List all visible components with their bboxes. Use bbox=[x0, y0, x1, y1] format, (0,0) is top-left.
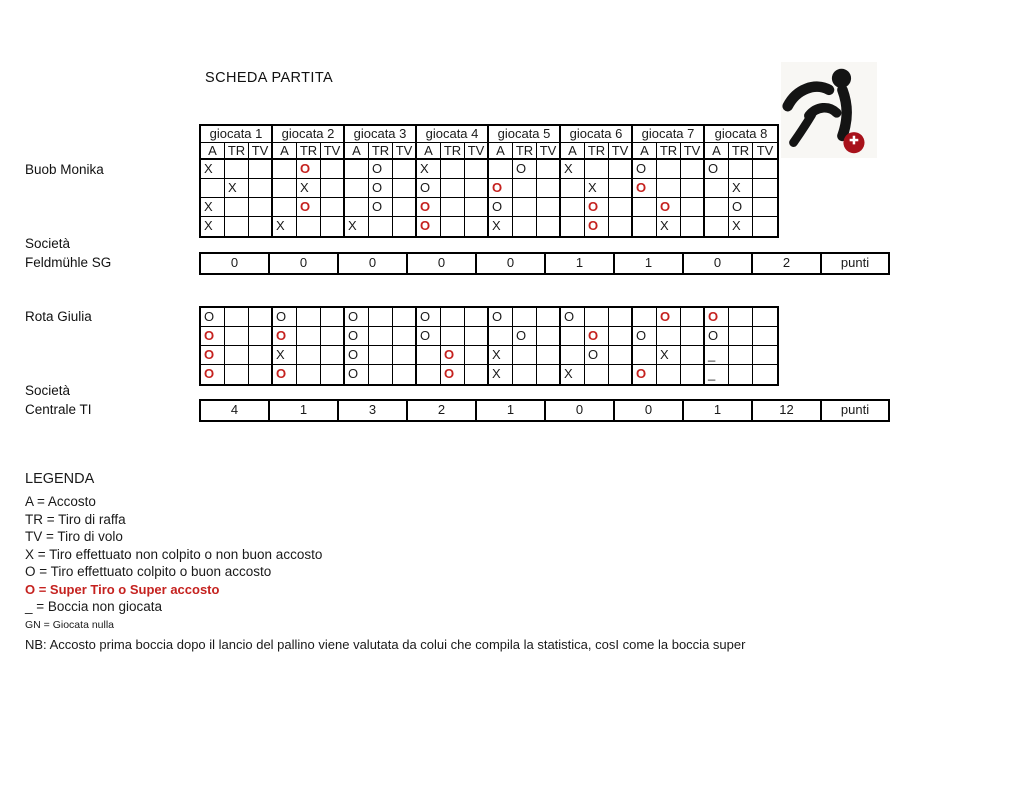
mark-cell bbox=[225, 198, 249, 217]
mark-cell bbox=[369, 327, 393, 346]
mark-cell: O bbox=[273, 327, 297, 346]
mark-cell: O bbox=[705, 160, 729, 179]
player1-society-label: Società bbox=[25, 236, 71, 251]
points-value-cell: 0 bbox=[615, 401, 684, 420]
mark-cell bbox=[681, 308, 705, 327]
points-value-cell: 1 bbox=[684, 401, 753, 420]
shot-type-header-cell: A bbox=[201, 143, 225, 160]
mark-cell bbox=[705, 217, 729, 236]
mark-cell: O bbox=[633, 365, 657, 384]
mark-cell: O bbox=[489, 179, 513, 198]
legend-title: LEGENDA bbox=[25, 471, 95, 487]
mark-cell: X bbox=[201, 198, 225, 217]
mark-cell bbox=[321, 327, 345, 346]
bocce-player-icon bbox=[781, 60, 877, 160]
mark-cell bbox=[465, 198, 489, 217]
mark-cell: X bbox=[489, 365, 513, 384]
mark-cell: O bbox=[201, 308, 225, 327]
giocata-header-row bbox=[201, 126, 777, 143]
mark-cell bbox=[225, 160, 249, 179]
mark-cell bbox=[513, 217, 537, 236]
mark-cell bbox=[609, 365, 633, 384]
mark-cell bbox=[753, 179, 777, 198]
shot-type-header-cell: A bbox=[345, 143, 369, 160]
giocata-header-cell: giocata 6 bbox=[561, 126, 633, 143]
mark-cell: O bbox=[201, 327, 225, 346]
mark-cell: O bbox=[417, 198, 441, 217]
mark-cell bbox=[537, 198, 561, 217]
mark-cell bbox=[297, 217, 321, 236]
player2-name: Rota Giulia bbox=[25, 309, 92, 324]
mark-cell bbox=[513, 365, 537, 384]
points-value-cell: 0 bbox=[270, 254, 339, 273]
mark-cell bbox=[465, 179, 489, 198]
mark-cell bbox=[369, 346, 393, 365]
shot-type-header-cell: TR bbox=[225, 143, 249, 160]
mark-cell bbox=[321, 160, 345, 179]
points-value-cell: 12 bbox=[753, 401, 822, 420]
player2-society-label: Società bbox=[25, 383, 71, 398]
mark-cell bbox=[393, 327, 417, 346]
mark-cell bbox=[321, 308, 345, 327]
mark-cell bbox=[393, 217, 417, 236]
mark-row bbox=[201, 198, 777, 217]
mark-cell bbox=[729, 160, 753, 179]
mark-cell bbox=[585, 308, 609, 327]
mark-cell bbox=[441, 160, 465, 179]
points-value-cell: 1 bbox=[477, 401, 546, 420]
mark-cell bbox=[297, 346, 321, 365]
shot-type-header-cell: TR bbox=[369, 143, 393, 160]
mark-cell bbox=[393, 179, 417, 198]
mark-cell: X bbox=[489, 346, 513, 365]
legend-note: NB: Accosto prima boccia dopo il lancio del pallino viene valutata da colui che compila la statistica, cosI come la boccia super bbox=[25, 636, 746, 652]
mark-cell: O bbox=[273, 308, 297, 327]
mark-cell bbox=[249, 198, 273, 217]
mark-cell bbox=[345, 160, 369, 179]
legend-item: GN = Giocata nulla bbox=[25, 618, 115, 631]
points-value-cell: 3 bbox=[339, 401, 408, 420]
mark-cell: O bbox=[585, 217, 609, 236]
mark-cell bbox=[753, 308, 777, 327]
mark-cell bbox=[441, 198, 465, 217]
mark-cell: O bbox=[297, 160, 321, 179]
mark-cell bbox=[537, 179, 561, 198]
shot-type-header-cell: TR bbox=[297, 143, 321, 160]
giocata-header-cell: giocata 1 bbox=[201, 126, 273, 143]
mark-cell bbox=[249, 308, 273, 327]
mark-cell: O bbox=[369, 179, 393, 198]
mark-cell: O bbox=[585, 327, 609, 346]
mark-cell bbox=[369, 217, 393, 236]
mark-cell bbox=[729, 308, 753, 327]
mark-cell: O bbox=[417, 308, 441, 327]
mark-cell bbox=[609, 217, 633, 236]
points-value-cell: 0 bbox=[477, 254, 546, 273]
mark-cell: O bbox=[201, 346, 225, 365]
mark-cell: O bbox=[657, 308, 681, 327]
mark-cell bbox=[465, 217, 489, 236]
mark-cell bbox=[201, 179, 225, 198]
mark-cell bbox=[537, 327, 561, 346]
shot-type-header-cell: A bbox=[705, 143, 729, 160]
shot-type-header-cell: A bbox=[561, 143, 585, 160]
mark-cell bbox=[681, 160, 705, 179]
mark-cell: O bbox=[345, 327, 369, 346]
mark-cell bbox=[513, 346, 537, 365]
giocata-header-cell: giocata 4 bbox=[417, 126, 489, 143]
mark-cell: O bbox=[561, 308, 585, 327]
points-value-cell: 0 bbox=[684, 254, 753, 273]
mark-cell bbox=[513, 179, 537, 198]
mark-cell bbox=[681, 346, 705, 365]
mark-cell bbox=[393, 198, 417, 217]
mark-cell bbox=[657, 327, 681, 346]
mark-cell: X bbox=[561, 160, 585, 179]
mark-cell bbox=[225, 327, 249, 346]
mark-cell: O bbox=[273, 365, 297, 384]
mark-cell: O bbox=[417, 179, 441, 198]
mark-cell bbox=[633, 198, 657, 217]
mark-cell bbox=[465, 308, 489, 327]
player2-marks-grid bbox=[201, 308, 777, 384]
shot-type-header-cell: A bbox=[273, 143, 297, 160]
mark-cell: O bbox=[417, 327, 441, 346]
mark-cell: X bbox=[201, 160, 225, 179]
mark-cell bbox=[537, 346, 561, 365]
mark-cell: O bbox=[369, 198, 393, 217]
mark-cell bbox=[753, 217, 777, 236]
points-unit-cell: punti bbox=[840, 402, 870, 417]
mark-cell: X bbox=[297, 179, 321, 198]
legend-item: A = Accosto bbox=[25, 494, 96, 509]
mark-cell: _ bbox=[705, 346, 729, 365]
shot-type-header-cell: A bbox=[417, 143, 441, 160]
mark-cell bbox=[369, 308, 393, 327]
mark-row bbox=[201, 217, 777, 236]
mark-cell bbox=[225, 365, 249, 384]
mark-cell bbox=[225, 217, 249, 236]
shot-type-header-cell: A bbox=[633, 143, 657, 160]
mark-cell: O bbox=[489, 308, 513, 327]
mark-cell bbox=[393, 365, 417, 384]
mark-cell bbox=[537, 365, 561, 384]
mark-cell bbox=[393, 346, 417, 365]
shot-type-header-cell: TV bbox=[321, 143, 345, 160]
mark-row bbox=[201, 308, 777, 327]
mark-cell bbox=[657, 365, 681, 384]
mark-cell: O bbox=[345, 365, 369, 384]
mark-cell bbox=[681, 179, 705, 198]
mark-cell bbox=[345, 179, 369, 198]
player1-points-row bbox=[199, 252, 890, 275]
mark-cell bbox=[345, 198, 369, 217]
giocata-header-cell: giocata 3 bbox=[345, 126, 417, 143]
mark-cell: X bbox=[729, 179, 753, 198]
mark-cell bbox=[369, 365, 393, 384]
mark-cell bbox=[321, 346, 345, 365]
page-title: SCHEDA PARTITA bbox=[205, 70, 334, 86]
mark-cell bbox=[681, 198, 705, 217]
mark-cell bbox=[633, 308, 657, 327]
shot-type-header-cell: TV bbox=[537, 143, 561, 160]
points-value-cell: 0 bbox=[408, 254, 477, 273]
mark-cell bbox=[465, 327, 489, 346]
mark-cell: X bbox=[585, 179, 609, 198]
mark-row bbox=[201, 327, 777, 346]
mark-cell: O bbox=[705, 308, 729, 327]
legend-item: TV = Tiro di volo bbox=[25, 529, 123, 544]
mark-cell bbox=[321, 365, 345, 384]
points-unit-cell: punti bbox=[840, 255, 870, 270]
points-value-cell: 2 bbox=[753, 254, 822, 273]
mark-cell: O bbox=[513, 160, 537, 179]
mark-cell bbox=[441, 327, 465, 346]
mark-cell: O bbox=[657, 198, 681, 217]
giocata-header-cell: giocata 5 bbox=[489, 126, 561, 143]
mark-cell bbox=[561, 327, 585, 346]
mark-cell: O bbox=[705, 327, 729, 346]
mark-row bbox=[201, 179, 777, 198]
mark-cell bbox=[681, 327, 705, 346]
points-value-cell: 1 bbox=[270, 401, 339, 420]
giocata-header-cell: giocata 2 bbox=[273, 126, 345, 143]
mark-row bbox=[201, 365, 777, 384]
mark-cell bbox=[537, 308, 561, 327]
mark-cell: O bbox=[729, 198, 753, 217]
mark-cell: O bbox=[417, 217, 441, 236]
mark-cell: X bbox=[489, 217, 513, 236]
mark-cell bbox=[753, 198, 777, 217]
legend-item: _ = Boccia non giocata bbox=[25, 599, 162, 614]
mark-cell: X bbox=[657, 217, 681, 236]
mark-cell bbox=[393, 308, 417, 327]
shot-type-header-cell: A bbox=[489, 143, 513, 160]
mark-row bbox=[201, 346, 777, 365]
mark-cell bbox=[249, 160, 273, 179]
mark-cell bbox=[441, 179, 465, 198]
mark-cell: O bbox=[633, 179, 657, 198]
mark-cell bbox=[249, 346, 273, 365]
mark-cell bbox=[489, 160, 513, 179]
mark-cell bbox=[561, 346, 585, 365]
shot-type-header-row bbox=[201, 143, 777, 160]
mark-cell bbox=[609, 179, 633, 198]
points-value-cell: 0 bbox=[339, 254, 408, 273]
bocce-player-logo bbox=[781, 60, 877, 160]
mark-cell: O bbox=[633, 160, 657, 179]
player2-points-row bbox=[199, 399, 890, 422]
mark-cell: X bbox=[657, 346, 681, 365]
player2-society-name: Centrale TI bbox=[25, 402, 92, 417]
points-value-cell: 4 bbox=[201, 401, 270, 420]
mark-cell bbox=[465, 365, 489, 384]
mark-cell bbox=[297, 365, 321, 384]
mark-cell bbox=[609, 160, 633, 179]
player1-score-table bbox=[199, 124, 779, 238]
player2-score-table bbox=[199, 306, 779, 386]
mark-cell bbox=[513, 198, 537, 217]
giocata-header-cell: giocata 7 bbox=[633, 126, 705, 143]
mark-cell bbox=[585, 365, 609, 384]
mark-cell bbox=[585, 160, 609, 179]
legend bbox=[25, 471, 745, 652]
mark-cell: O bbox=[489, 198, 513, 217]
mark-cell bbox=[297, 327, 321, 346]
shot-type-header-cell: TR bbox=[585, 143, 609, 160]
shot-type-header-cell: TV bbox=[393, 143, 417, 160]
points-value-cell: 1 bbox=[546, 254, 615, 273]
mark-cell: O bbox=[441, 365, 465, 384]
mark-cell bbox=[753, 160, 777, 179]
mark-cell bbox=[441, 217, 465, 236]
mark-cell bbox=[633, 217, 657, 236]
legend-item: O = Super Tiro o Super accosto bbox=[25, 581, 220, 597]
mark-cell: X bbox=[273, 217, 297, 236]
mark-cell bbox=[273, 179, 297, 198]
mark-cell bbox=[249, 327, 273, 346]
mark-cell bbox=[321, 217, 345, 236]
mark-cell bbox=[537, 160, 561, 179]
mark-cell: O bbox=[513, 327, 537, 346]
mark-cell: X bbox=[345, 217, 369, 236]
shot-type-header-cell: TR bbox=[657, 143, 681, 160]
legend-item: O = Tiro effettuato colpito o buon accosto bbox=[25, 564, 272, 579]
mark-cell bbox=[417, 365, 441, 384]
mark-cell bbox=[225, 308, 249, 327]
mark-cell bbox=[489, 327, 513, 346]
player1-name: Buob Monika bbox=[25, 162, 104, 177]
mark-row bbox=[201, 160, 777, 179]
mark-cell bbox=[513, 308, 537, 327]
mark-cell: O bbox=[297, 198, 321, 217]
mark-cell bbox=[465, 160, 489, 179]
mark-cell bbox=[609, 308, 633, 327]
mark-cell: X bbox=[561, 365, 585, 384]
mark-cell bbox=[321, 179, 345, 198]
mark-cell bbox=[249, 365, 273, 384]
shot-type-header-cell: TR bbox=[441, 143, 465, 160]
mark-cell: X bbox=[417, 160, 441, 179]
mark-cell: O bbox=[585, 198, 609, 217]
shot-type-header-cell: TV bbox=[465, 143, 489, 160]
mark-cell bbox=[441, 308, 465, 327]
mark-cell bbox=[321, 198, 345, 217]
mark-cell bbox=[753, 365, 777, 384]
mark-cell bbox=[249, 217, 273, 236]
mark-cell bbox=[249, 179, 273, 198]
mark-cell: X bbox=[729, 217, 753, 236]
mark-cell bbox=[297, 308, 321, 327]
points-value-cell: 1 bbox=[615, 254, 684, 273]
mark-cell bbox=[729, 346, 753, 365]
player1-marks-grid bbox=[201, 160, 777, 236]
points-value-cell: 2 bbox=[408, 401, 477, 420]
mark-cell bbox=[657, 179, 681, 198]
mark-cell bbox=[681, 217, 705, 236]
shot-type-header-cell: TV bbox=[753, 143, 777, 160]
mark-cell: O bbox=[441, 346, 465, 365]
legend-items bbox=[25, 493, 745, 634]
mark-cell bbox=[681, 365, 705, 384]
mark-cell: X bbox=[225, 179, 249, 198]
mark-cell bbox=[609, 346, 633, 365]
giocata-header-cell: giocata 8 bbox=[705, 126, 777, 143]
legend-item: X = Tiro effettuato non colpito o non buon accosto bbox=[25, 546, 323, 562]
legend-item: TR = Tiro di raffa bbox=[25, 511, 126, 527]
shot-type-header-cell: TV bbox=[681, 143, 705, 160]
mark-cell bbox=[705, 179, 729, 198]
mark-cell bbox=[561, 217, 585, 236]
shot-type-header-cell: TR bbox=[513, 143, 537, 160]
mark-cell bbox=[633, 346, 657, 365]
mark-cell bbox=[417, 346, 441, 365]
mark-cell: O bbox=[633, 327, 657, 346]
mark-cell bbox=[393, 160, 417, 179]
mark-cell bbox=[753, 327, 777, 346]
mark-cell bbox=[609, 327, 633, 346]
mark-cell bbox=[225, 346, 249, 365]
mark-cell: _ bbox=[705, 365, 729, 384]
player1-society-name: Feldmühle SG bbox=[25, 255, 112, 270]
mark-cell bbox=[705, 198, 729, 217]
mark-cell: X bbox=[201, 217, 225, 236]
mark-cell bbox=[465, 346, 489, 365]
mark-cell bbox=[273, 160, 297, 179]
mark-cell: X bbox=[273, 346, 297, 365]
mark-cell bbox=[729, 365, 753, 384]
mark-cell: O bbox=[345, 308, 369, 327]
mark-cell bbox=[657, 160, 681, 179]
mark-cell bbox=[273, 198, 297, 217]
mark-cell bbox=[561, 179, 585, 198]
shot-type-header-cell: TV bbox=[249, 143, 273, 160]
points-value-cell: 0 bbox=[201, 254, 270, 273]
mark-cell: O bbox=[345, 346, 369, 365]
mark-cell bbox=[609, 198, 633, 217]
mark-cell bbox=[729, 327, 753, 346]
mark-cell: O bbox=[585, 346, 609, 365]
mark-cell bbox=[561, 198, 585, 217]
mark-cell: O bbox=[201, 365, 225, 384]
mark-cell bbox=[753, 346, 777, 365]
mark-cell: O bbox=[369, 160, 393, 179]
shot-type-header-cell: TV bbox=[609, 143, 633, 160]
mark-cell bbox=[537, 217, 561, 236]
shot-type-header-cell: TR bbox=[729, 143, 753, 160]
points-value-cell: 0 bbox=[546, 401, 615, 420]
